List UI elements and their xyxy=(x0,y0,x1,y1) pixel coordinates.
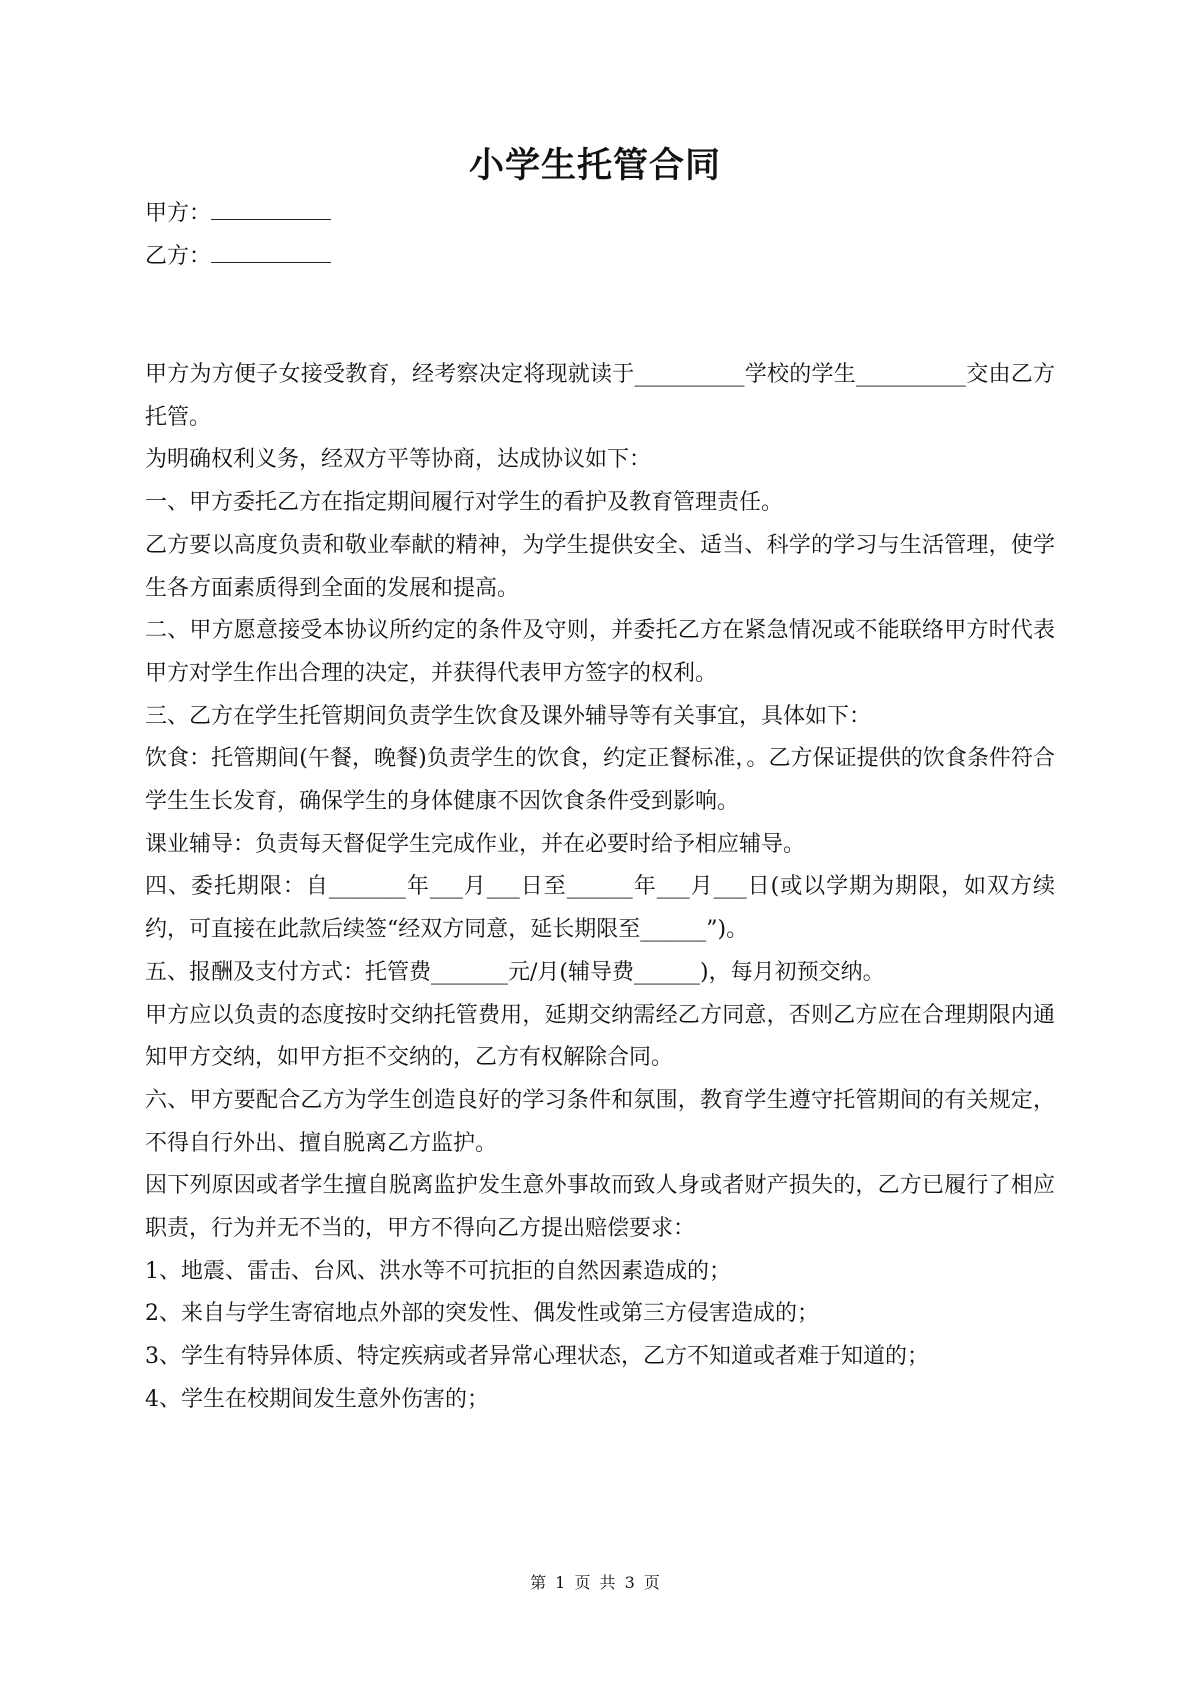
exemption-item-1: 1、地震、雷击、台风、洪水等不可抗拒的自然因素造成的； xyxy=(145,1258,731,1284)
clause-6-exemptions: 因下列原因或者学生擅自脱离监护发生意外事故而致人身或者财产损失的，乙方已履行了相应职责，行为并无不当的，甲方不得向乙方提出赔偿要求： xyxy=(145,1173,1055,1242)
paragraph-intro: 甲方为方便子女接受教育，经考察决定将现就读于__________学校的学生__________交由乙方托管。 xyxy=(145,362,1055,430)
party-b-blank xyxy=(211,244,331,263)
clause-5-detail: 甲方应以负责的态度按时交纳托管费用，延期交纳需经乙方同意，否则乙方应在合理期限内通知甲方交纳，如甲方拒不交纳的，乙方有权解除合同。 xyxy=(145,1002,1055,1071)
clause-3: 三、乙方在学生托管期间负责学生饮食及课外辅导等有关事宜，具体如下： xyxy=(145,703,872,729)
paragraph-purpose: 为明确权利义务，经双方平等协商，达成协议如下： xyxy=(145,447,652,473)
party-b-line xyxy=(145,242,331,272)
clause-3-tutoring: 课业辅导：负责每天督促学生完成作业，并在必要时给予相应辅导。 xyxy=(145,831,806,857)
exemption-item-2: 2、来自与学生寄宿地点外部的突发性、偶发性或第三方侵害造成的； xyxy=(145,1301,819,1327)
page-footer: 第 1 页 共 3 页 xyxy=(530,1573,660,1592)
party-b-label: 乙方： xyxy=(145,244,212,269)
exemption-item-4: 4、学生在校期间发生意外伤害的； xyxy=(145,1386,489,1412)
clause-4: 四、委托期限：自_______年___月___日至______年___月___日(或以学期为期限，如双方续约，可直接在此款后续签“经双方同意，延长期限至______”)。 xyxy=(145,874,1055,943)
party-a-label: 甲方： xyxy=(145,201,212,226)
clause-6: 六、甲方要配合乙方为学生创造良好的学习条件和氛围，教育学生遵守托管期间的有关规定，不得自行外出、擅自脱离乙方监护。 xyxy=(145,1087,1055,1156)
clause-3-meals: 饮食：托管期间(午餐，晚餐)负责学生的饮食，约定正餐标准，。乙方保证提供的饮食条件符合学生生长发育，确保学生的身体健康不因饮食条件受到影响。 xyxy=(145,746,1055,815)
clause-2: 二、甲方愿意接受本协议所约定的条件及守则，并委托乙方在紧急情况或不能联络甲方时代表甲方对学生作出合理的决定，并获得代表甲方签字的权利。 xyxy=(145,618,1055,686)
document-title: 小学生托管合同 xyxy=(468,146,721,186)
exemption-item-3: 3、学生有特异体质、特定疾病或者异常心理状态，乙方不知道或者难于知道的； xyxy=(145,1344,929,1370)
clause-1: 一、甲方委托乙方在指定期间履行对学生的看护及教育管理责任。 xyxy=(145,490,784,516)
party-a-blank xyxy=(211,201,331,220)
party-a-line xyxy=(145,199,331,229)
clause-1-detail: 乙方要以高度负责和敬业奉献的精神，为学生提供安全、适当、科学的学习与生活管理，使学生各方面素质得到全面的发展和提高。 xyxy=(145,532,1055,601)
clause-5: 五、报酬及支付方式：托管费_______元/月(辅导费______)，每月初预交纳。 xyxy=(145,959,885,985)
contract-body xyxy=(145,354,1055,1422)
